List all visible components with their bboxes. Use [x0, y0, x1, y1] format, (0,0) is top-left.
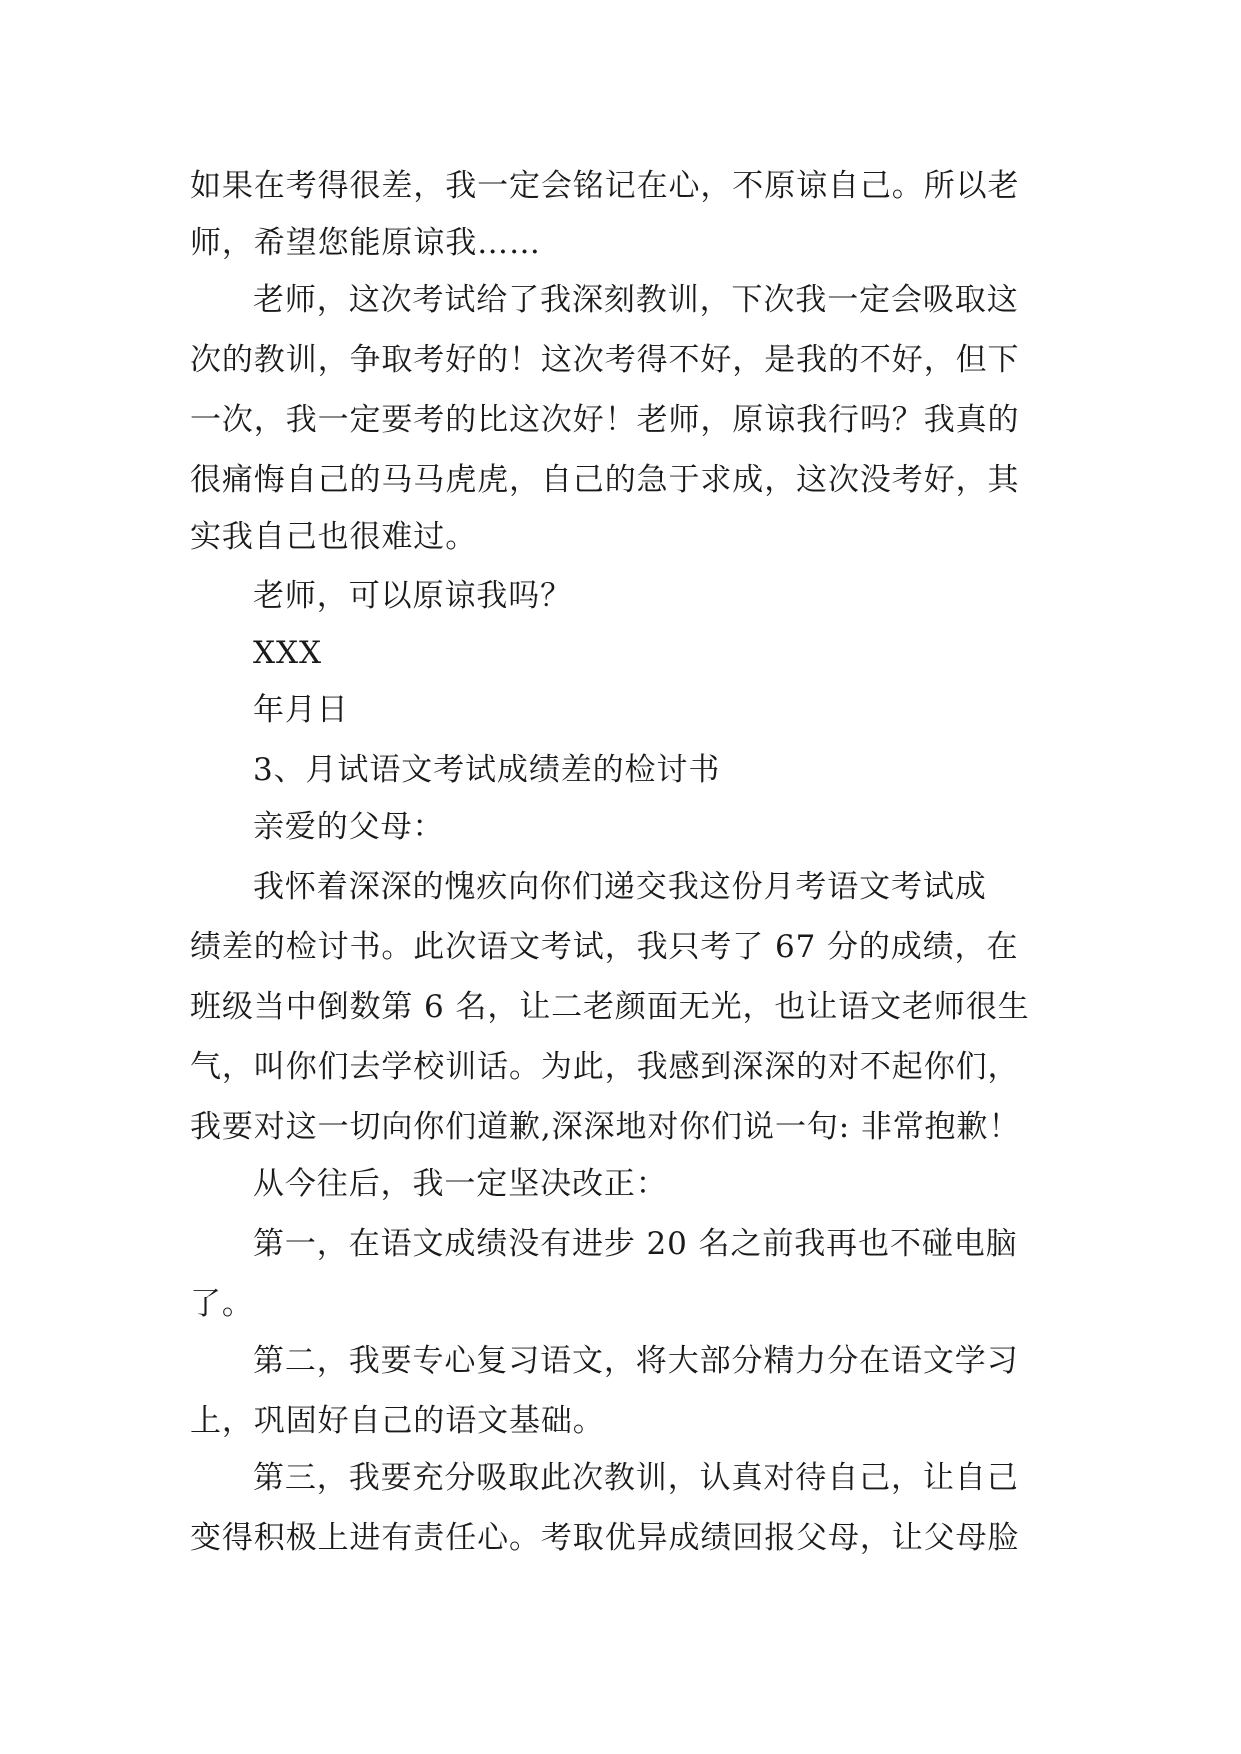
text-line: 很痛悔自己的马马虎虎，自己的急于求成，这次没考好，其 [190, 462, 1020, 498]
text-line: 上，巩固好自己的语文基础。 [190, 1403, 605, 1439]
text-line: 实我自己也很难过。 [190, 519, 478, 555]
list-item-3: 第三，我要充分吸取此次教训，认真对待自己，让自己 [253, 1460, 1019, 1496]
date-line: 年月日 [253, 692, 349, 728]
text-line: 班级当中倒数第 6 名，让二老颜面无光，也让语文老师很生 [190, 989, 1030, 1025]
list-item-2: 第二，我要专心复习语文，将大部分精力分在语文学习 [253, 1343, 1019, 1379]
closing-question: 老师，可以原谅我吗？ [253, 578, 572, 614]
list-item-1: 第一，在语文成绩没有进步 20 名之前我再也不碰电脑 [253, 1226, 1018, 1262]
paragraph-start: 老师，这次考试给了我深刻教训，下次我一定会吸取这 [253, 282, 1019, 318]
paragraph-start: 从今往后，我一定坚决改正： [253, 1166, 668, 1202]
salutation: 亲爱的父母： [253, 809, 445, 845]
text-line: 气，叫你们去学校训话。为此，我感到深深的对不起你们， [190, 1049, 1020, 1085]
signature: XXX [253, 635, 322, 671]
text-line: 了。 [190, 1286, 254, 1322]
text-line: 变得积极上进有责任心。考取优异成绩回报父母，让父母脸 [190, 1520, 1020, 1556]
text-line: 如果在考得很差，我一定会铭记在心，不原谅自己。所以老 [190, 168, 1020, 204]
text-line: 一次，我一定要考的比这次好！老师，原谅我行吗？我真的 [190, 402, 1020, 438]
text-line: 次的教训，争取考好的！这次考得不好，是我的不好，但下 [190, 342, 1020, 378]
paragraph-start: 我怀着深深的愧疚向你们递交我这份月考语文考试成 [253, 869, 987, 905]
text-line: 我要对这一切向你们道歉,深深地对你们说一句: 非常抱歉！ [190, 1109, 1021, 1145]
text-line: 师，希望您能原谅我…… [190, 225, 541, 261]
text-line: 绩差的检讨书。此次语文考试，我只考了 67 分的成绩，在 [190, 929, 1019, 965]
section-heading: 3、月试语文考试成绩差的检讨书 [253, 752, 721, 788]
